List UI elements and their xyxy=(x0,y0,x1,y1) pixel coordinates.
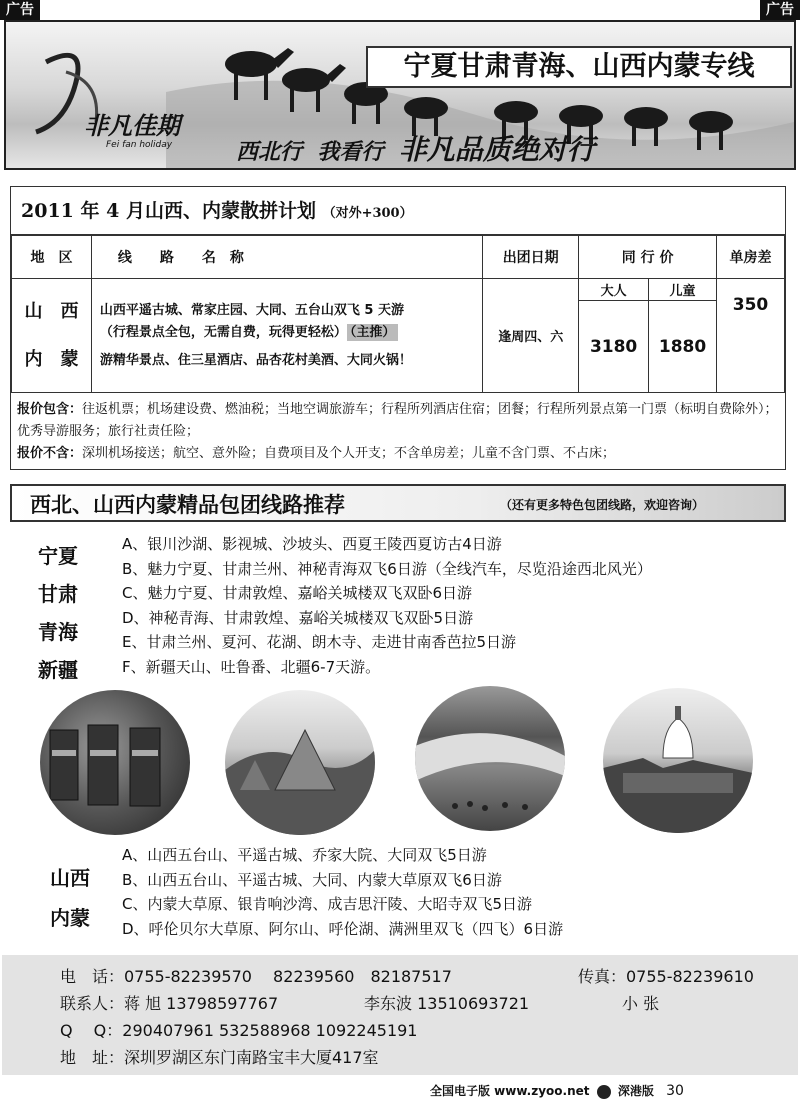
photo-wutai-temple xyxy=(603,688,753,833)
page-number: 30 xyxy=(666,1083,684,1099)
region-neimeng: 内蒙 xyxy=(50,906,90,930)
logo-swoosh xyxy=(36,55,78,132)
route-cell: 山西平遥古城、常家庄园、大同、五台山双飞 5 天游 （行程景点全包，无需自费，玩得更轻松） （主推） 游精华景点、住三星酒店、品杏花村美酒、大同火锅！ xyxy=(91,279,482,393)
contact-person-2: 李东波 13510693721 xyxy=(364,994,530,1013)
tour-plan-section xyxy=(10,186,786,470)
contact-block xyxy=(2,955,798,1075)
site-logo-icon xyxy=(597,1085,611,1099)
banner xyxy=(4,20,796,170)
list-item: A、银川沙湖、影视城、沙坡头、西夏王陵西夏访古4日游 xyxy=(122,535,502,553)
adult-label: 大人 xyxy=(579,279,649,301)
recommend-title: 西北、山西内蒙精品包团线路推荐 xyxy=(30,493,345,517)
recommend-bar xyxy=(10,484,786,522)
northwest-route-list xyxy=(122,532,652,679)
list-item: C、内蒙大草原、银肯响沙湾、成吉思汗陵、大昭寺双飞5日游 xyxy=(122,895,533,913)
adult-price: 3180 xyxy=(579,301,649,393)
include-note: 报价包含：往返机票；机场建设费、燃油税；当地空调旅游车；行程所列酒店住宿；团餐；行程所列景点第一门票（标明自费除外）；优秀导游服务；旅行社责任险； xyxy=(17,402,778,439)
region-xinjiang: 新疆 xyxy=(38,658,78,682)
qq-line: Q Q：290407961 532588968 1092245191 xyxy=(60,1021,418,1040)
header-single: 单房差 xyxy=(717,236,785,279)
photo-prayer-wheels xyxy=(40,690,190,835)
list-item: E、甘肃兰州、夏河、花湖、朗木寺、走进甘南香芭拉5日游 xyxy=(122,633,517,651)
header-date: 出团日期 xyxy=(483,236,579,279)
logo-text: 非凡佳期 xyxy=(84,111,180,140)
list-item: B、魅力宁夏、甘肃兰州、神秘青海双飞6日游（全线汽车，尽览沿途西北风光） xyxy=(122,559,652,578)
page-footer: 全国电子版 www.zyoo.net 深港版 30 xyxy=(430,1083,684,1099)
list-item: B、山西五台山、平遥古城、大同、内蒙大草原双飞6日游 xyxy=(122,870,502,889)
plan-heading: 2011 年 4 月山西、内蒙散拼计划 （对外+300） xyxy=(11,187,785,235)
ad-label-left: 广告 xyxy=(0,0,40,20)
header-region: 地 区 xyxy=(12,236,92,279)
list-item: A、山西五台山、平遥古城、乔家大院、大同双飞5日游 xyxy=(122,846,487,864)
date-cell: 逢周四、六 xyxy=(483,279,579,393)
header-route: 线 路 名 称 xyxy=(91,236,482,279)
banner-title: 宁夏甘肃青海、山西内蒙专线 xyxy=(366,46,792,88)
list-item: D、呼伦贝尔大草原、阿尔山、呼伦湖、满洲里双飞（四飞）6日游 xyxy=(122,919,564,938)
contact-person-3: 小 张 xyxy=(622,994,660,1013)
region-shanxi: 山西 xyxy=(50,866,90,890)
list-item: F、新疆天山、吐鲁番、北疆6-7天游。 xyxy=(122,657,381,676)
child-price: 1880 xyxy=(649,301,717,393)
region-qinghai: 青海 xyxy=(38,620,78,644)
photo-desert-tombs xyxy=(225,690,375,835)
region-cell: 山 西 内 蒙 xyxy=(12,279,92,393)
address-line: 地 址：深圳罗湖区东门南路宝丰大厦417室 xyxy=(60,1048,379,1067)
price-table xyxy=(11,235,785,393)
list-item: D、神秘青海、甘肃敦煌、嘉峪关城楼双飞双卧5日游 xyxy=(122,608,474,627)
price-notes xyxy=(17,399,781,465)
fax-line: 传真：0755-82239610 xyxy=(578,967,754,986)
exclude-note: 报价不含：深圳机场接送；航空、意外险；自费项目及个人开支；不含单房差；儿童不含门票、不占床； xyxy=(17,446,616,461)
phone-line: 电 话：0755-82239570 82239560 82187517 xyxy=(60,967,452,986)
featured-tag: （主推） xyxy=(347,324,399,341)
region-ningxia: 宁夏 xyxy=(38,544,78,568)
contact-person-1: 联系人：蒋 旭 13798597767 xyxy=(60,994,279,1013)
ad-label-right: 广告 xyxy=(760,0,800,20)
list-item: C、魅力宁夏、甘肃敦煌、嘉峪关城楼双飞双卧6日游 xyxy=(122,584,473,602)
recommend-note: （还有更多特色包团线路，欢迎咨询） xyxy=(500,498,705,512)
shanxi-route-list xyxy=(122,843,563,941)
header-price: 同 行 价 xyxy=(579,236,717,279)
slogan: 西北行 我看行 非凡品质绝对行 xyxy=(236,133,595,166)
single-supplement: 350 xyxy=(717,279,785,393)
child-label: 儿童 xyxy=(649,279,717,301)
logo-english: Fei fan holiday xyxy=(106,140,173,150)
photo-grassland-lake xyxy=(415,686,565,831)
region-gansu: 甘肃 xyxy=(38,582,78,606)
